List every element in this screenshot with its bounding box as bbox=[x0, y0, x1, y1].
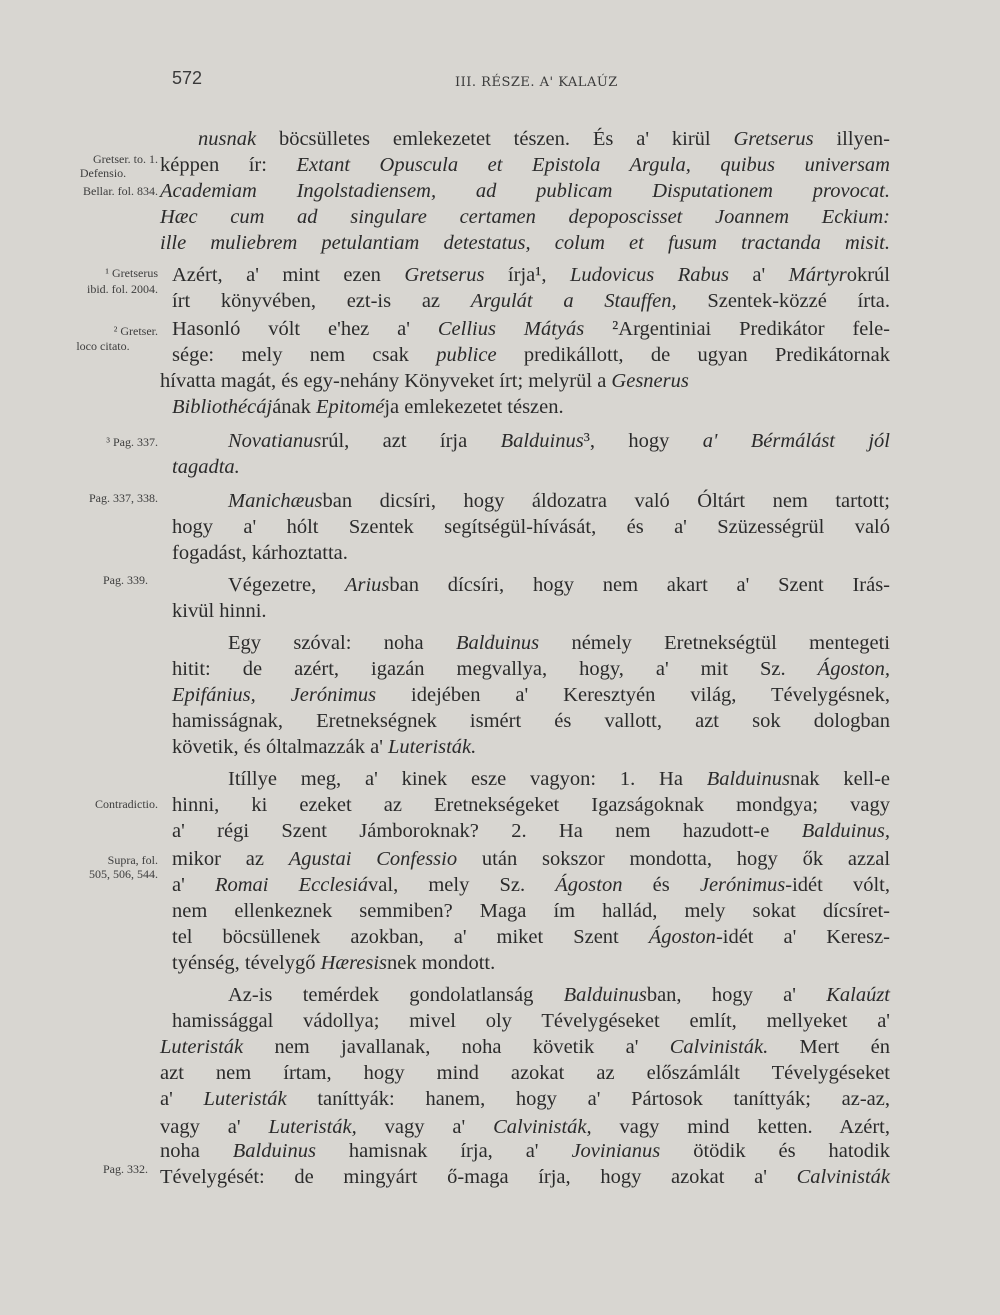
text-run: sége: mely nem csak bbox=[172, 344, 437, 366]
italic-run: Argulát a Stauffen, bbox=[470, 290, 677, 312]
text-line bbox=[172, 846, 890, 872]
text-run: Egy szóval: noha bbox=[228, 632, 456, 654]
text-run: hinni, ki ezeket az Eretnekségeket Igazságoknak mondgya; vagy bbox=[172, 794, 890, 816]
text-line bbox=[160, 152, 890, 178]
text-run: után sokszor mondotta, hogy ők azzal bbox=[457, 848, 891, 870]
italic-run: nusnak bbox=[198, 128, 257, 150]
text-line bbox=[172, 1008, 890, 1034]
text-line bbox=[160, 1060, 890, 1086]
text-run: követik, és óltalmazzák a' bbox=[172, 736, 389, 758]
text-run: hogy a' hólt Szentek segítségül-hívását, és a' Szüzességrül való bbox=[172, 516, 890, 538]
text-line bbox=[172, 818, 890, 844]
italic-run: Bibliothécáj bbox=[172, 396, 273, 418]
italic-run: Ágoston, bbox=[817, 658, 890, 680]
text-run: vagy mind ketten. Azért, bbox=[591, 1116, 890, 1138]
italic-run: Calvinisták, bbox=[493, 1116, 592, 1138]
text-line bbox=[172, 540, 890, 566]
text-run: vagy a' bbox=[160, 1116, 269, 1138]
text-line bbox=[172, 924, 890, 950]
italic-run: Novatianus bbox=[228, 430, 322, 452]
text-line bbox=[160, 1164, 890, 1190]
margin-note: 505, 506, 544. bbox=[89, 867, 158, 881]
italic-run: Balduinus bbox=[563, 984, 647, 1006]
italic-run: Extant Opuscula et Epistola Argula, quibus universam bbox=[296, 154, 890, 176]
text-line bbox=[172, 682, 890, 708]
italic-run: Balduinus bbox=[232, 1140, 316, 1162]
text-run: írt könyvében, ezt-is az bbox=[172, 290, 471, 312]
text-run: írja¹, bbox=[484, 264, 570, 286]
italic-run: a' Bérmálást jól bbox=[702, 430, 890, 452]
text-run: hamissággal vádollya; mivel oly Tévelygéseket említ, mellyeket a' bbox=[172, 1010, 890, 1032]
italic-run: Cellius Mátyás bbox=[437, 318, 585, 340]
italic-run: Ludovicus Rabus bbox=[569, 264, 729, 286]
text-run: tyénség, tévelygő bbox=[172, 952, 321, 974]
text-run: a' bbox=[728, 264, 789, 286]
text-run: val, mely Sz. bbox=[368, 874, 556, 896]
text-run: némely Eretnekségtül mentegeti bbox=[539, 632, 890, 654]
page-number: 572 bbox=[172, 68, 203, 88]
text-line bbox=[160, 230, 890, 256]
text-line bbox=[172, 514, 890, 540]
text-line bbox=[172, 734, 890, 760]
text-run: rúl, azt írja bbox=[321, 430, 501, 452]
italic-run: Hæc cum ad singulare certamen depoposcisset Joannem Eckium: bbox=[160, 206, 890, 228]
text-run: képpen ír: bbox=[160, 154, 297, 176]
text-run: Szentek-közzé írta. bbox=[676, 290, 890, 312]
text-run: -idét a' Keresz- bbox=[715, 926, 890, 948]
italic-run: Academiam Ingolstadiensem, ad publicam Disputationem provocat. bbox=[160, 180, 890, 202]
italic-run: Arius bbox=[344, 574, 390, 596]
italic-run: Gretserus bbox=[404, 264, 485, 286]
text-run: hitit: de azért, igazán megvallya, hogy, a' mit Sz. bbox=[172, 658, 818, 680]
text-run: okrúl bbox=[846, 264, 891, 286]
text-line bbox=[160, 178, 890, 204]
text-run: a' régi Szent Jámboroknak? 2. Ha nem hazudott-e bbox=[172, 820, 802, 842]
italic-run: Luteristák bbox=[160, 1036, 244, 1058]
text-line bbox=[172, 872, 890, 898]
text-run: predikállott, de ugyan Predikátornak bbox=[496, 344, 890, 366]
text-run: ötödik és hatodik bbox=[660, 1140, 890, 1162]
text-line bbox=[228, 428, 890, 454]
text-run: ban dicsíri, hogy áldozatra való Óltárt nem tartott; bbox=[322, 490, 890, 512]
text-run: fogadást, kárhoztatta. bbox=[172, 542, 348, 564]
italic-run: Mártyr bbox=[788, 264, 847, 286]
text-run: -idét vólt, bbox=[785, 874, 890, 896]
italic-run: Ágoston bbox=[648, 926, 716, 948]
margin-note: ² Gretser. bbox=[113, 324, 158, 338]
margin-note: Pag. 337, 338. bbox=[89, 491, 158, 505]
text-line bbox=[172, 316, 890, 342]
text-line bbox=[160, 204, 890, 230]
margin-note: loco citato. bbox=[76, 339, 130, 353]
text-run: ja emlekezetet tészen. bbox=[384, 396, 564, 418]
margin-note: ¹ Gretserus bbox=[105, 266, 158, 280]
italic-run: Luteristák bbox=[203, 1088, 287, 1110]
text-line bbox=[160, 368, 890, 394]
italic-run: tagadta. bbox=[172, 456, 240, 478]
italic-run: Calvinisták bbox=[796, 1166, 890, 1188]
italic-run: Balduinus bbox=[706, 768, 790, 790]
italic-run: Balduinus bbox=[500, 430, 584, 452]
text-run: noha bbox=[160, 1140, 233, 1162]
italic-run: Luteristák, bbox=[268, 1116, 357, 1138]
text-run: tel böcsüllenek azokban, a' miket Szent bbox=[172, 926, 649, 948]
text-line bbox=[172, 288, 890, 314]
text-run: Mert én bbox=[768, 1036, 890, 1058]
margin-note: Defensio. bbox=[79, 166, 127, 180]
margin-note: Pag. 339. bbox=[103, 573, 148, 587]
italic-run: publice bbox=[436, 344, 497, 366]
italic-run: ille muliebrem petulantiam detestatus, colum et fusum tractanda misit. bbox=[160, 232, 890, 254]
italic-run: Ágoston bbox=[555, 874, 623, 896]
italic-run: Romai Ecclesiá bbox=[214, 874, 369, 896]
text-run: ban dícsíri, hogy nem akart a' Szent Irás- bbox=[389, 574, 890, 596]
italic-run: Gesnerus bbox=[611, 370, 689, 392]
text-line bbox=[172, 342, 890, 368]
text-run: vagy a' bbox=[356, 1116, 494, 1138]
text-line bbox=[172, 708, 890, 734]
text-line bbox=[228, 488, 890, 514]
text-line bbox=[160, 1086, 890, 1112]
text-line bbox=[160, 1114, 890, 1140]
text-line bbox=[228, 982, 890, 1008]
text-line bbox=[228, 766, 890, 792]
text-run: ³, hogy bbox=[583, 430, 703, 452]
text-run: böcsülletes emlekezetet tészen. És a' kirül bbox=[256, 128, 734, 150]
text-run: a' bbox=[160, 1088, 204, 1110]
text-line bbox=[198, 126, 890, 152]
text-run: Hasonló vólt e'hez a' bbox=[172, 318, 438, 340]
text-run: taníttyák: hanem, hogy a' Pártosok taníttyák; az-az, bbox=[286, 1088, 890, 1110]
text-line bbox=[172, 262, 890, 288]
text-run: ²Argentiniai Predikátor fele- bbox=[584, 318, 891, 340]
italic-run: Gretserus bbox=[733, 128, 814, 150]
text-line bbox=[160, 1034, 890, 1060]
text-line bbox=[172, 598, 890, 624]
text-run: hamisságnak, Eretnekségnek ismért és vallott, azt sok dologban bbox=[172, 710, 890, 732]
text-run: nak kell-e bbox=[789, 768, 891, 790]
text-run: ának bbox=[272, 396, 317, 418]
italic-run: Calvinisták. bbox=[669, 1036, 769, 1058]
running-head: III. RÉSZE. A' KALAÚZ bbox=[455, 75, 618, 90]
margin-note: Supra, fol. bbox=[107, 853, 158, 867]
margin-note: ibid. fol. 2004. bbox=[87, 282, 158, 296]
italic-run: Kalaúzt bbox=[826, 984, 890, 1006]
margin-note: ³ Pag. 337. bbox=[106, 435, 158, 449]
text-run: idejében a' Keresztyén világ, Tévelygésnek, bbox=[376, 684, 890, 706]
text-run: Azért, a' mint ezen bbox=[172, 264, 405, 286]
text-run: kivül hinni. bbox=[172, 600, 267, 622]
text-run: nem ellenkeznek semmiben? Maga ím hallád, mely sokat dícsíret- bbox=[172, 900, 890, 922]
margin-note: Bellar. fol. 834. bbox=[83, 184, 158, 198]
italic-run: Jerónimus bbox=[699, 874, 786, 896]
italic-run: Balduinus bbox=[455, 632, 540, 654]
italic-run: Luteristák. bbox=[388, 736, 477, 758]
text-run: azt nem írtam, hogy mind azokat az előszámlált Tévelygéseket bbox=[160, 1062, 890, 1084]
italic-run: Jovinianus bbox=[571, 1140, 661, 1162]
italic-run: Epifánius, Jerónimus bbox=[172, 684, 377, 706]
italic-run: Hæresis bbox=[320, 952, 388, 974]
text-run: nek mondott. bbox=[387, 952, 496, 974]
text-run: nem javallanak, noha követik a' bbox=[243, 1036, 670, 1058]
text-run: Tévelygését: de mingyárt ő-maga írja, hogy azokat a' bbox=[160, 1166, 797, 1188]
text-line bbox=[172, 454, 890, 480]
text-line bbox=[172, 394, 890, 420]
text-line bbox=[172, 792, 890, 818]
text-run: Végezetre, bbox=[228, 574, 345, 596]
margin-note: Gretser. to. 1. bbox=[93, 152, 158, 166]
text-run: a' bbox=[172, 874, 215, 896]
text-line bbox=[160, 1138, 890, 1164]
text-line bbox=[228, 630, 890, 656]
italic-run: Agustai Confessio bbox=[288, 848, 458, 870]
margin-note: Contradictio. bbox=[95, 797, 158, 811]
text-line bbox=[172, 656, 890, 682]
text-run: Itíllye meg, a' kinek esze vagyon: 1. Ha bbox=[228, 768, 707, 790]
text-line bbox=[172, 898, 890, 924]
text-run: és bbox=[622, 874, 700, 896]
text-run: mikor az bbox=[172, 848, 289, 870]
text-run: hívatta magát, és egy-nehány Könyveket írt; melyrül a bbox=[160, 370, 612, 392]
margin-note: Pag. 332. bbox=[103, 1162, 148, 1176]
italic-run: Balduinus, bbox=[801, 820, 890, 842]
italic-run: Epitomé bbox=[316, 396, 385, 418]
text-run: hamisnak írja, a' bbox=[315, 1140, 572, 1162]
text-run: Az-is temérdek gondolatlanság bbox=[228, 984, 564, 1006]
text-line bbox=[228, 572, 890, 598]
text-line bbox=[172, 950, 890, 976]
text-run: illyen- bbox=[813, 128, 890, 150]
text-run: ban, hogy a' bbox=[646, 984, 827, 1006]
italic-run: Manichæus bbox=[228, 490, 323, 512]
